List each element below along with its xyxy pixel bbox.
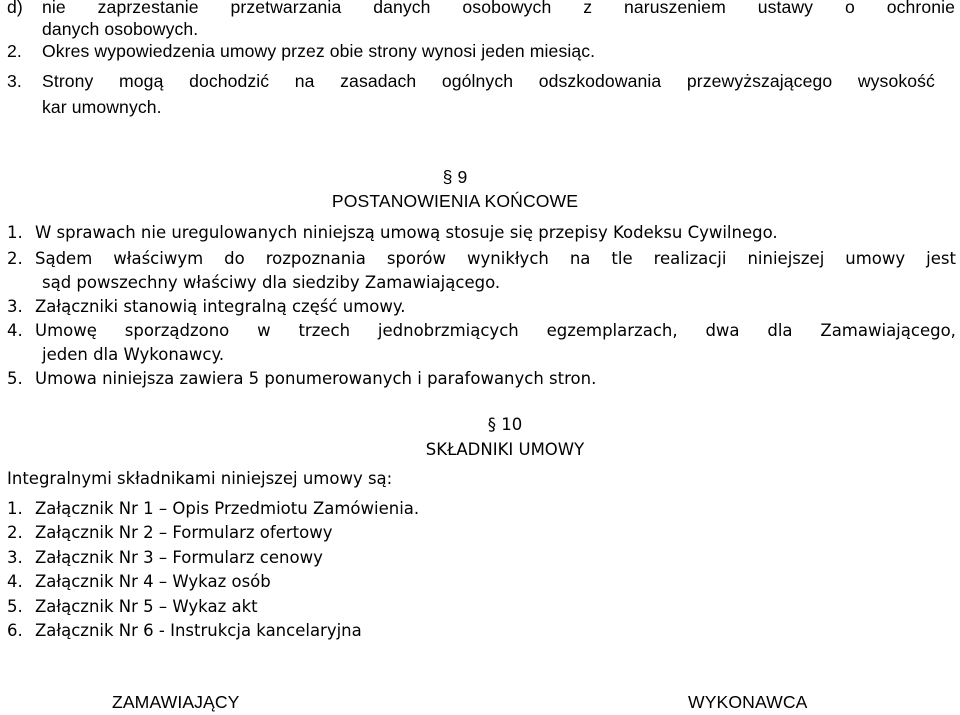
s9-item-1-text: W sprawach nie uregulowanych niniejszą umową stosuje się przepisy Kodeksu Cywilnego.	[35, 223, 778, 242]
justified-word: niniejszej	[747, 249, 825, 268]
s10-item-5-number: 5.	[7, 597, 23, 616]
justified-word: właściwym	[113, 249, 204, 268]
item-3-line1	[42, 70, 935, 92]
s9-item-4-line2: jeden dla Wykonawcy.	[42, 345, 225, 364]
justified-word: w	[257, 321, 271, 340]
justified-word: realizacji	[653, 249, 727, 268]
justified-word: sporządzono	[124, 321, 230, 340]
justified-word: jednobrzmiących	[377, 321, 519, 340]
item-3-number: 3.	[7, 71, 22, 91]
signature-left: ZAMAWIAJĄCY	[112, 692, 240, 712]
justified-word: odszkodowania	[538, 71, 662, 91]
justified-word: wynikłych	[467, 249, 549, 268]
justified-word: o	[844, 0, 855, 17]
justified-word: dla	[767, 321, 793, 340]
justified-word: mogą	[119, 71, 164, 91]
item-2-number: 2.	[7, 41, 22, 61]
s10-item-4-text: Załącznik Nr 4 – Wykaz osób	[35, 572, 271, 591]
justified-word: do	[224, 249, 245, 268]
signature-right: WYKONAWCA	[688, 692, 808, 712]
section-9-symbol: § 9	[442, 167, 468, 187]
justified-word: Umowę	[35, 321, 97, 340]
justified-word: ustawy	[757, 0, 814, 17]
justified-word: naruszeniem	[624, 0, 726, 17]
item-2-text: Okres wypowiedzenia umowy przez obie strony wynosi jeden miesiąc.	[42, 41, 596, 61]
justified-word: egzemplarzach,	[546, 321, 678, 340]
s9-item-2-line1	[35, 248, 956, 270]
s10-item-1-number: 1.	[7, 499, 23, 518]
justified-word: rozpoznania	[265, 249, 366, 268]
s9-item-3-number: 3.	[7, 297, 23, 316]
justified-word: zaprzestanie	[97, 0, 199, 17]
justified-word: z	[583, 0, 593, 17]
justified-word: nie	[42, 0, 66, 17]
justified-word: przewyższającego	[686, 71, 833, 91]
s9-item-4-number: 4.	[7, 321, 23, 340]
justified-word: tle	[611, 249, 633, 268]
justified-word: Zamawiającego,	[820, 321, 956, 340]
s10-item-2-text: Załącznik Nr 2 – Formularz ofertowy	[35, 523, 333, 542]
justified-word: trzech	[298, 321, 351, 340]
justified-word: Strony	[42, 71, 94, 91]
s10-item-6-text: Załącznik Nr 6 - Instrukcja kancelaryjna	[35, 621, 362, 640]
justified-word: wysokość	[857, 71, 935, 91]
justified-word: sporów	[386, 249, 447, 268]
s10-item-5-text: Załącznik Nr 5 – Wykaz akt	[35, 597, 258, 616]
justified-word: osobowych	[462, 0, 552, 17]
justified-word: przetwarzania	[230, 0, 342, 17]
s10-item-4-number: 4.	[7, 572, 23, 591]
s9-item-1-number: 1.	[7, 223, 23, 242]
s9-item-4-line1	[35, 320, 956, 342]
justified-word: na	[294, 71, 315, 91]
s10-item-6-number: 6.	[7, 621, 23, 640]
section-10-symbol: § 10	[487, 415, 523, 434]
s9-item-5-number: 5.	[7, 369, 23, 388]
s9-item-3-text: Załączniki stanowią integralną część umowy.	[35, 297, 406, 316]
section-9-title: POSTANOWIENIA KOŃCOWE	[331, 191, 579, 211]
justified-word: ochronie	[886, 0, 955, 17]
justified-word: zasadach	[340, 71, 417, 91]
justified-word: umowy	[845, 249, 906, 268]
justified-word: na	[569, 249, 591, 268]
s9-item-2-line2: sąd powszechny właściwy dla siedziby Zamawiającego.	[42, 273, 501, 292]
justified-word: dwa	[705, 321, 740, 340]
justified-word: jest	[926, 249, 956, 268]
s9-item-5-text: Umowa niniejsza zawiera 5 ponumerowanych i parafowanych stron.	[35, 369, 597, 388]
s10-item-1-text: Załącznik Nr 1 – Opis Przedmiotu Zamówienia.	[35, 499, 420, 518]
justified-word: Sądem	[35, 249, 93, 268]
item-3-line2: kar umownych.	[42, 97, 162, 117]
s10-item-3-number: 3.	[7, 548, 23, 567]
section-10-intro: Integralnymi składnikami niniejszej umowy są:	[7, 469, 393, 488]
justified-word: danych	[373, 0, 431, 17]
justified-word: ogólnych	[441, 71, 514, 91]
s9-item-2-number: 2.	[7, 249, 23, 268]
s10-item-3-text: Załącznik Nr 3 – Formularz cenowy	[35, 548, 323, 567]
item-d-label: d)	[7, 0, 23, 17]
s10-item-2-number: 2.	[7, 523, 23, 542]
section-10-title: SKŁADNIKI UMOWY	[425, 440, 585, 459]
item-d-line1	[42, 0, 955, 18]
justified-word: dochodzić	[189, 71, 270, 91]
item-d-line2: danych osobowych.	[42, 19, 199, 39]
